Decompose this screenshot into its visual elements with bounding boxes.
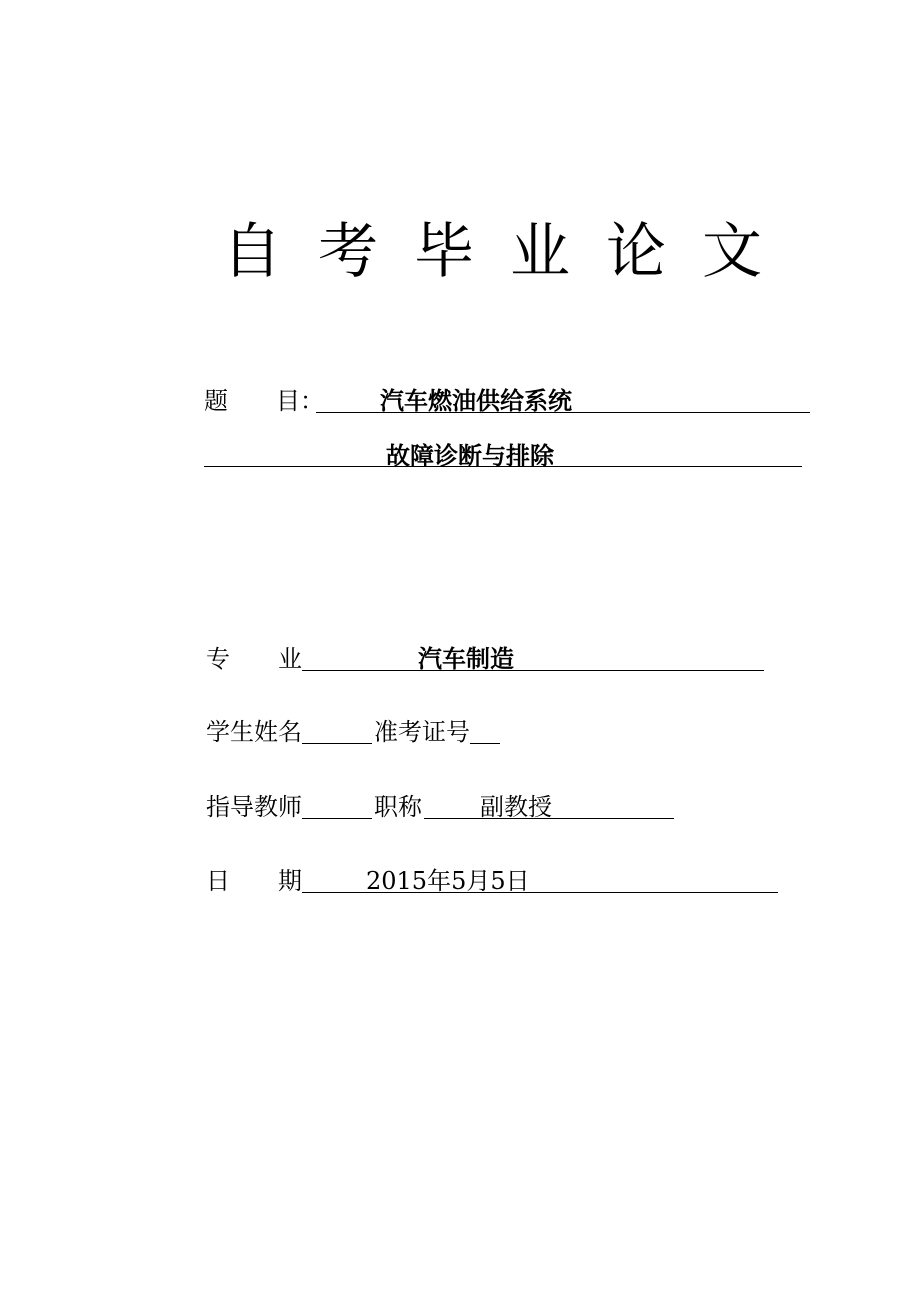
subject-label: 题 目： (204, 387, 324, 415)
student-name-underline (302, 743, 372, 744)
date-underline (302, 892, 778, 893)
document-title: 自考毕业论文 (222, 217, 798, 287)
rank-underline (424, 818, 674, 819)
major-value: 汽车制造 (418, 644, 514, 673)
date-label: 日 期 (206, 867, 302, 895)
subject-line2-underline (204, 466, 802, 467)
exam-id-label: 准考证号 (374, 718, 470, 746)
subject-line1-underline (316, 412, 810, 413)
student-name-label: 学生姓名 (206, 718, 302, 746)
major-label: 专 业 (206, 645, 302, 673)
major-underline (302, 670, 764, 671)
date-value: 2015年5月5日 (366, 867, 530, 895)
advisor-label: 指导教师 (206, 793, 302, 821)
advisor-underline (302, 818, 372, 819)
rank-label: 职称 (374, 793, 422, 821)
subject-line2: 故障诊断与排除 (386, 441, 554, 470)
exam-id-underline (470, 743, 500, 744)
rank-value: 副教授 (480, 793, 552, 821)
subject-line1: 汽车燃油供给系统 (380, 386, 572, 415)
